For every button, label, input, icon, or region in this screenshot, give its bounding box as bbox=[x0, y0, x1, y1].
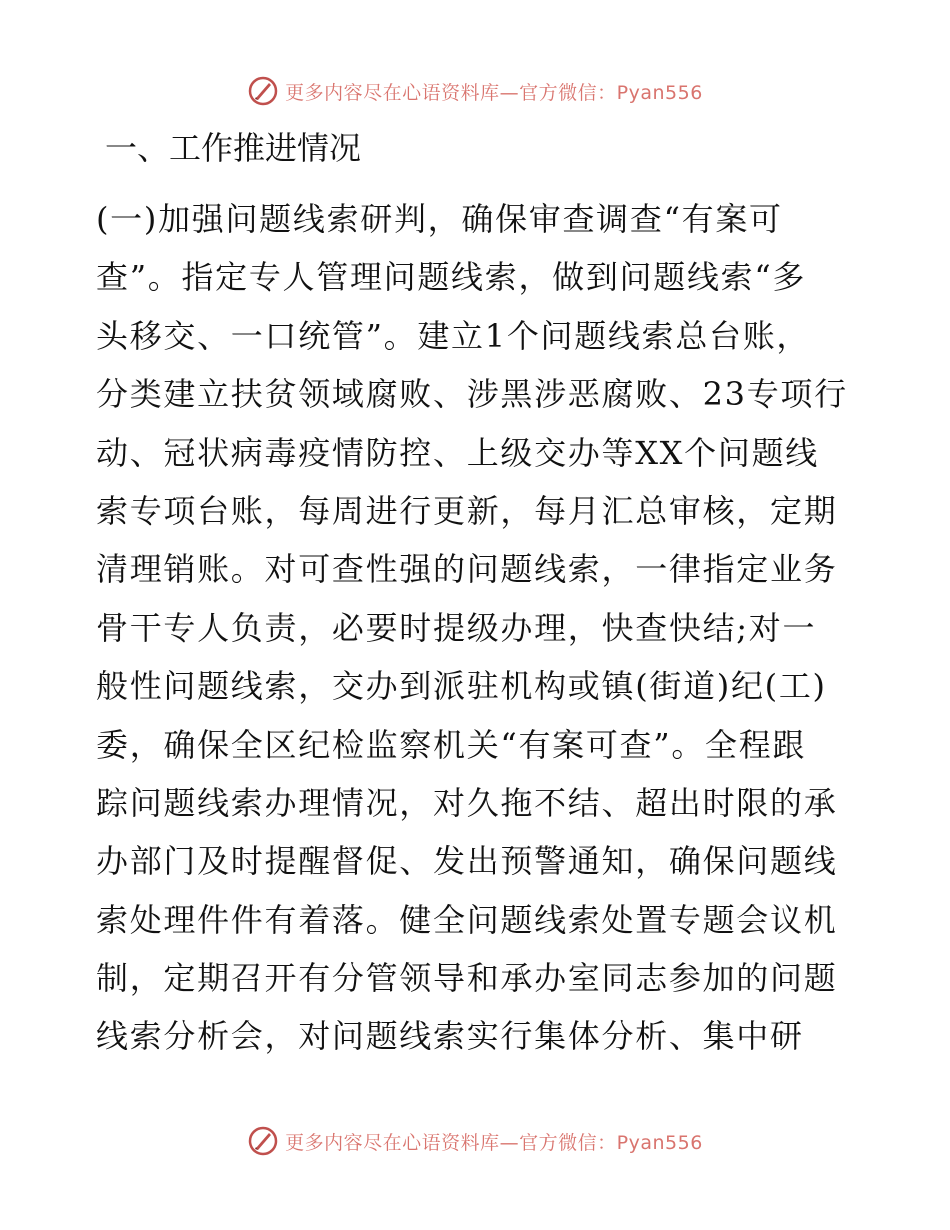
paragraph-line: 踪问题线索办理情况，对久拖不结、超出时限的承 bbox=[96, 783, 838, 822]
paragraph-line: 般性问题线索，交办到派驻机构或镇(街道)纪(工) bbox=[96, 667, 827, 706]
paragraph-line: 索专项台账，每周进行更新，每月汇总审核，定期 bbox=[96, 491, 838, 530]
paragraph-line: 索处理件件有着落。健全问题线索处置专题会议机 bbox=[96, 900, 838, 939]
paragraph-line: 制，定期召开有分管领导和承办室同志参加的问题 bbox=[96, 959, 838, 998]
paragraph-line: 分类建立扶贫领域腐败、涉黑涉恶腐败、23专项行 bbox=[96, 375, 848, 414]
quill-logo-icon bbox=[247, 1125, 279, 1157]
section-heading: 一、工作推进情况 bbox=[105, 129, 362, 167]
paragraph-line: 线索分析会，对问题线索实行集体分析、集中研 bbox=[96, 1017, 804, 1056]
paragraph-line: 骨干专人负责，必要时提级办理，快查快结;对一 bbox=[96, 608, 817, 647]
paragraph-line: 头移交、一口统管”。建立1个问题线索总台账， bbox=[96, 316, 811, 355]
paragraph-line: 委，确保全区纪检监察机关“有案可查”。全程跟 bbox=[96, 725, 807, 764]
watermark-text: 更多内容尽在心语资料库—官方微信：Pyan556 bbox=[285, 1131, 703, 1154]
paragraph-line: (一)加强问题线索研判，确保审查调查“有案可 bbox=[96, 200, 783, 238]
paragraph-line: 办部门及时提醒督促、发出预警通知，确保问题线 bbox=[96, 842, 838, 881]
paragraph-line: 查”。指定专人管理问题线索，做到问题线索“多 bbox=[96, 258, 807, 297]
watermark-text: 更多内容尽在心语资料库—官方微信：Pyan556 bbox=[285, 81, 703, 104]
paragraph-line: 动、冠状病毒疫情防控、上级交办等XX个问题线 bbox=[96, 433, 819, 472]
footer-watermark bbox=[0, 1121, 950, 1161]
body-paragraph bbox=[96, 190, 856, 1066]
header-watermark bbox=[0, 71, 950, 111]
paragraph-line: 清理销账。对可查性强的问题线索，一律指定业务 bbox=[96, 550, 838, 589]
quill-logo-icon bbox=[247, 75, 279, 107]
